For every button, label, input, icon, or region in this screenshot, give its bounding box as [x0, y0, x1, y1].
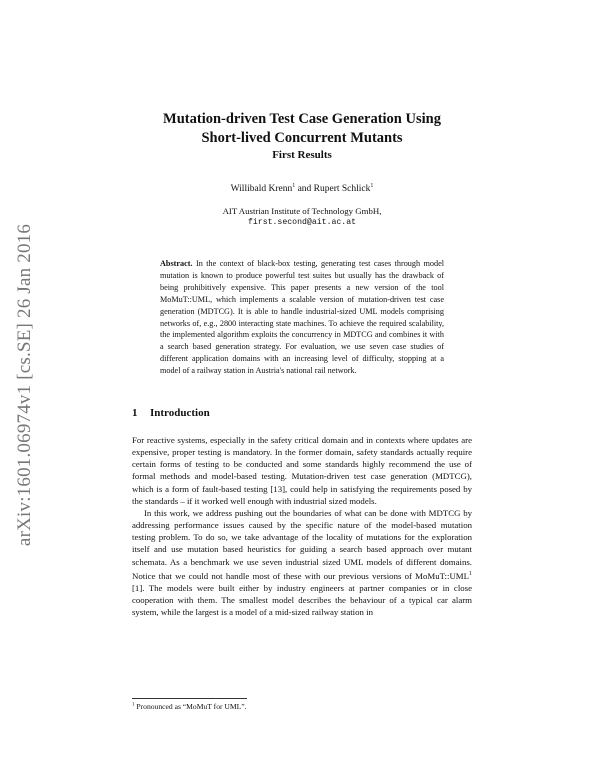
section-body	[132, 434, 472, 618]
abstract-text: In the context of black-box testing, generating test cases through model mutation is known to produce powerful test suites but usually has the drawback of being prohibitively expensive. This paper presents a new version of the tool MoMuT::UML, which implements a scalable version of mutation-driven test case generation (MDTCG). It is able to handle industrial-sized UML models comprising networks of, e.g., 2800 interacting state machines. To achieve the required scalability, the implemented algorithm exploits the concurrency in MDTCG and combines it with a search based generation strategy. For evaluation, we use seven case studies of different application domains with an increasing level of difficulty, stopping at a model of a railway station in Austria's national rail network.	[160, 259, 444, 376]
footnote-mark: 1	[132, 702, 135, 708]
arxiv-stamp	[14, 215, 36, 555]
paper-subtitle: First Results	[272, 149, 332, 161]
paragraph-2-part-a: In this work, we address pushing out the boundaries of what can be done with MDTCG by addressing performance issues caused by the specific nature of the model-based mutation testing problem. To do so, we take advantage of the locality of mutations for the exploration itself and use mutation based heuristics for guiding a search based approach over mutant schemata. As a benchmark we use seven industrial sized UML models of different domains. Notice that we could not handle most of these with our previous versions of MoMuT::UML	[132, 507, 472, 581]
footnote	[132, 702, 472, 711]
affiliation	[132, 205, 472, 229]
paragraph-2-part-b: [1]. The models were built either by industry engineers at partner companies or in close cooperation with them. The smallest model describes the behaviour of a typical car alarm system, while the largest is a model of a mid-sized railway station in	[132, 582, 472, 618]
footnote-text: Pronounced as “MoMuT for UML”.	[134, 702, 247, 711]
author-1: Willibald Krenn	[230, 184, 293, 195]
author-2: Rupert Schlick	[313, 184, 371, 195]
section-number: 1	[132, 407, 138, 419]
paragraph-1: For reactive systems, especially in the safety critical domain and in contexts where updates are expensive, proper testing is mandatory. In the former domain, safety standards actually require certain forms of testing to be conducted and some standards highly recommend the use of formal methods and model-based testing. Mutation-driven test case generation (MDTCG), which is a form of fault-based testing [13], could help in satisfying the requirements posed by the standards – if it worked well enough with industrial sized models.	[132, 435, 472, 506]
title-line-1: Mutation-driven Test Case Generation Using	[163, 111, 441, 127]
paper-title	[132, 110, 472, 148]
author-list	[132, 183, 472, 194]
title-line-2: Short-lived Concurrent Mutants	[201, 130, 403, 146]
abstract	[160, 258, 444, 377]
author-1-affil-mark: 1	[292, 183, 296, 189]
author-conjunction: and	[295, 184, 314, 195]
affiliation-email: first.second@ait.ac.at	[247, 218, 357, 227]
footnote-divider	[132, 698, 247, 699]
affiliation-institute: AIT Austrian Institute of Technology GmbH,	[222, 206, 382, 216]
abstract-label: Abstract.	[160, 259, 193, 268]
author-2-affil-mark: 1	[370, 183, 374, 189]
section-heading	[132, 407, 472, 419]
paragraph-2	[132, 507, 472, 618]
footnote-reference: 1	[469, 570, 472, 577]
arxiv-stamp-text: arXiv:1601.06974v1 [cs.SE] 26 Jan 2016	[14, 223, 35, 547]
section-title: Introduction	[150, 407, 210, 419]
